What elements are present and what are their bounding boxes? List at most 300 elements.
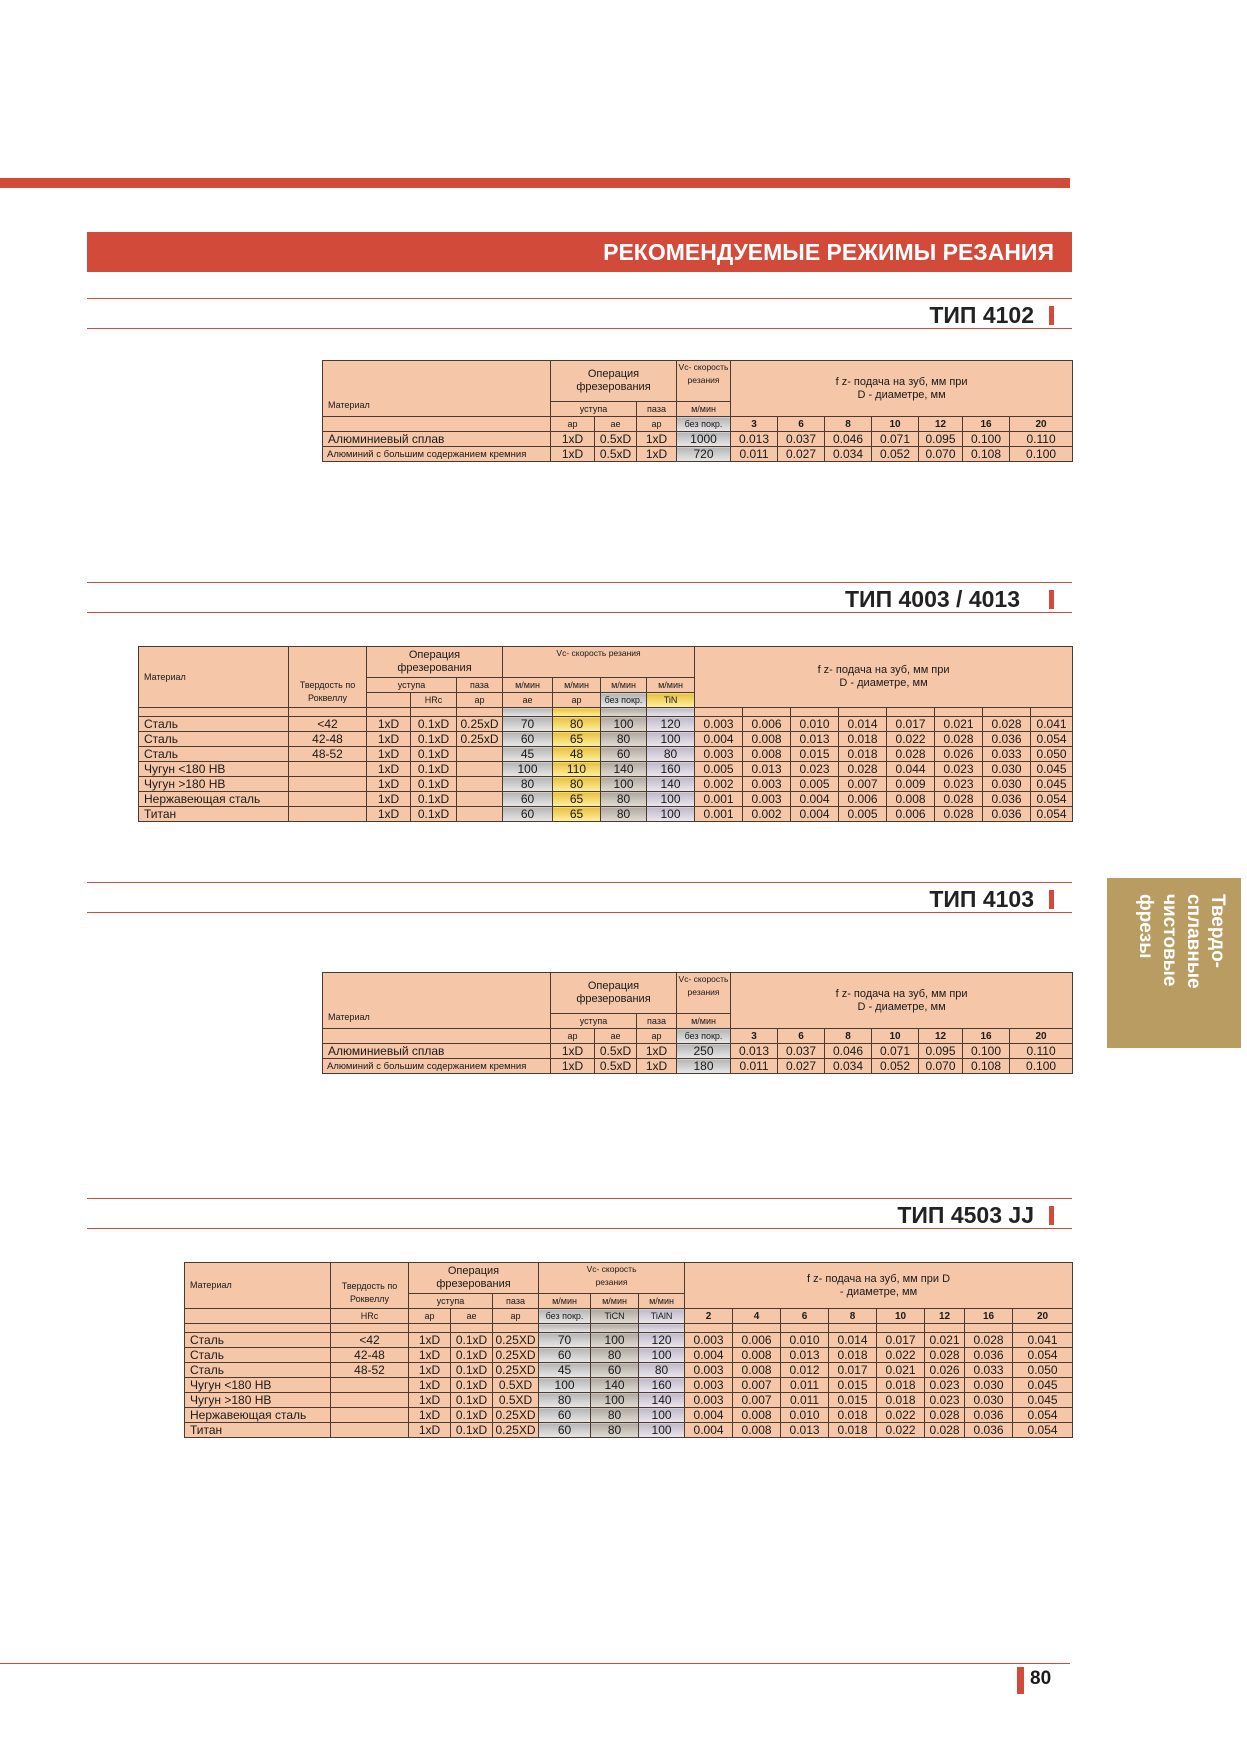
diameter-header: 6 — [781, 1309, 829, 1324]
vc-cell: 80 — [539, 1393, 591, 1408]
table-row — [323, 1044, 1073, 1059]
fz-cell: 0.013 — [743, 762, 791, 777]
fz-cell: 0.050 — [1031, 747, 1073, 762]
section-rule — [87, 912, 1072, 913]
material-cell: Титан — [185, 1423, 331, 1438]
feed-header: f z- подача на зуб, мм при D - диаметре, мм — [695, 647, 1073, 708]
ap-cell — [457, 807, 503, 822]
fz-cell: 0.006 — [733, 1333, 781, 1348]
ap-cell: 1xD — [367, 732, 411, 747]
feed-header: f z- подача на зуб, мм при D - диаметре, мм — [685, 1263, 1073, 1309]
vc-cell: 120 — [647, 717, 695, 732]
side-category-tab — [1107, 878, 1241, 1048]
footer-rule — [0, 1663, 1070, 1664]
fz-cell: 0.001 — [695, 807, 743, 822]
fz-cell: 0.037 — [778, 1044, 825, 1059]
slot-header: паза — [493, 1294, 539, 1309]
cutting-table-4503jj — [184, 1262, 1073, 1438]
page-number-mark — [1017, 1667, 1024, 1694]
coating-none-header: без покр. — [677, 417, 731, 432]
hrc-cell — [331, 1393, 409, 1408]
fz-cell: 0.054 — [1013, 1348, 1073, 1363]
fz-cell: 0.018 — [829, 1408, 877, 1423]
fz-cell: 0.034 — [825, 1059, 872, 1074]
fz-cell: 0.028 — [965, 1333, 1013, 1348]
fz-cell: 0.054 — [1031, 732, 1073, 747]
section-title-mark — [1049, 890, 1054, 909]
speed-header: Vc- скорость резания — [677, 361, 731, 402]
vc-cell: 60 — [503, 807, 553, 822]
ap-cell: 0.25XD — [493, 1363, 539, 1378]
material-cell: Алюминиевый сплав — [323, 1044, 551, 1059]
fz-cell: 0.045 — [1013, 1393, 1073, 1408]
fz-cell: 0.108 — [963, 1059, 1010, 1074]
fz-cell: 0.022 — [877, 1348, 925, 1363]
cutting-table-4102 — [322, 360, 1073, 462]
ae-cell: 0.1xD — [451, 1408, 493, 1423]
fz-cell: 0.004 — [791, 807, 839, 822]
fz-cell: 0.071 — [872, 1044, 919, 1059]
top-accent-bar — [0, 178, 1070, 188]
speed-unit: м/мин — [677, 402, 731, 417]
coating-none-header: без покр. — [677, 1029, 731, 1044]
fz-cell: 0.036 — [965, 1348, 1013, 1363]
fz-cell: 0.045 — [1031, 762, 1073, 777]
vc-cell: 45 — [503, 747, 553, 762]
ae-cell: 0.5xD — [595, 1044, 637, 1059]
ap-cell: 1xD — [367, 792, 411, 807]
fz-cell: 0.110 — [1010, 1044, 1073, 1059]
fz-cell: 0.050 — [1013, 1363, 1073, 1378]
hrc-cell — [289, 792, 367, 807]
fz-cell: 0.036 — [983, 807, 1031, 822]
fz-cell: 0.030 — [983, 762, 1031, 777]
fz-cell: 0.023 — [935, 777, 983, 792]
fz-cell: 0.004 — [685, 1348, 733, 1363]
fz-cell: 0.006 — [887, 807, 935, 822]
side-tab-line: сплавные — [1183, 894, 1204, 989]
ae-header: ае — [503, 693, 553, 708]
fz-cell: 0.046 — [825, 1044, 872, 1059]
material-header: Материал — [323, 361, 551, 417]
ap-cell: 1xD — [409, 1348, 451, 1363]
fz-cell: 0.012 — [781, 1363, 829, 1378]
hrc-cell: <42 — [289, 717, 367, 732]
fz-cell: 0.100 — [963, 1044, 1010, 1059]
ae-cell: 0.1xD — [451, 1423, 493, 1438]
fz-cell: 0.021 — [935, 717, 983, 732]
vc-cell: 80 — [503, 777, 553, 792]
diameter-header: 10 — [877, 1309, 925, 1324]
diameter-header: 20 — [1010, 417, 1073, 432]
diameter-header: 16 — [963, 1029, 1010, 1044]
ap-cell: 0.5XD — [493, 1378, 539, 1393]
ap-cell: 0.25xD — [457, 717, 503, 732]
fz-cell: 0.004 — [685, 1423, 733, 1438]
ae-cell: 0.1xD — [451, 1348, 493, 1363]
table-row — [185, 1348, 1073, 1363]
fz-cell: 0.033 — [965, 1363, 1013, 1378]
cutting-table-4003-4013 — [138, 646, 1073, 822]
speed-unit: м/мин — [591, 1294, 639, 1309]
ae-cell: 0.1xD — [411, 732, 457, 747]
ae-cell: 0.5xD — [595, 447, 637, 462]
fz-cell: 0.013 — [791, 732, 839, 747]
material-cell: Сталь — [185, 1333, 331, 1348]
vc-cell: 1000 — [677, 432, 731, 447]
table-row — [139, 717, 1073, 732]
section-title: ТИП 4102 — [929, 302, 1034, 328]
fz-cell: 0.037 — [778, 432, 825, 447]
vc-cell: 140 — [647, 777, 695, 792]
speed-header: Vc- скорость резания — [503, 647, 695, 678]
vc-cell: 65 — [553, 807, 601, 822]
vc-cell: 100 — [647, 807, 695, 822]
vc-cell: 60 — [539, 1408, 591, 1423]
vc-cell: 100 — [647, 792, 695, 807]
page-banner: РЕКОМЕНДУЕМЫЕ РЕЖИМЫ РЕЗАНИЯ — [87, 232, 1072, 272]
section-title: ТИП 4103 — [929, 886, 1034, 912]
hrc-cell: 42-48 — [331, 1348, 409, 1363]
fz-cell: 0.013 — [781, 1348, 829, 1363]
fz-cell: 0.046 — [825, 432, 872, 447]
ap-cell: 1xD — [409, 1333, 451, 1348]
fz-cell: 0.017 — [887, 717, 935, 732]
vc-cell: 80 — [553, 717, 601, 732]
ae-header: ае — [595, 417, 637, 432]
ap-cell — [457, 777, 503, 792]
material-cell: Сталь — [139, 747, 289, 762]
ap-cell: 1xD — [367, 762, 411, 777]
material-cell: Чугун >180 НВ — [139, 777, 289, 792]
fz-cell: 0.095 — [919, 432, 963, 447]
ap-cell: 0.5XD — [493, 1393, 539, 1408]
fz-cell: 0.026 — [925, 1363, 965, 1378]
vc-cell: 100 — [639, 1408, 685, 1423]
vc-cell: 120 — [639, 1333, 685, 1348]
section-title-mark — [1049, 306, 1054, 325]
ap-cell: 1xD — [551, 432, 595, 447]
fz-cell: 0.003 — [743, 777, 791, 792]
diameter-header: 4 — [733, 1309, 781, 1324]
slot-header: паза — [637, 402, 677, 417]
vc-cell: 80 — [591, 1423, 639, 1438]
hrc-cell — [331, 1408, 409, 1423]
ae-cell: 0.1xD — [411, 777, 457, 792]
vc-cell: 60 — [539, 1348, 591, 1363]
ae-header: ае — [595, 1029, 637, 1044]
material-cell: Чугун >180 НВ — [185, 1393, 331, 1408]
speed-unit: м/мин — [503, 678, 553, 693]
ae-cell: 0.1xD — [411, 762, 457, 777]
fz-cell: 0.022 — [887, 732, 935, 747]
hardness-header: Твердость по Роквеллу — [289, 647, 367, 708]
ap-header: ар — [493, 1309, 539, 1324]
hrc-cell: 48-52 — [331, 1363, 409, 1378]
vc-cell: 180 — [677, 1059, 731, 1074]
operation-header: Операция фрезерования — [409, 1263, 539, 1294]
vc-cell: 110 — [553, 762, 601, 777]
coating-none-header: без покр. — [539, 1309, 591, 1324]
fz-cell: 0.027 — [778, 1059, 825, 1074]
material-cell: Сталь — [185, 1363, 331, 1378]
diameter-header: 8 — [825, 1029, 872, 1044]
slot-header: паза — [637, 1014, 677, 1029]
ae-cell: 0.5xD — [595, 432, 637, 447]
ap-cell: 0.25XD — [493, 1423, 539, 1438]
hrc-cell — [289, 807, 367, 822]
fz-cell: 0.041 — [1031, 717, 1073, 732]
diameter-header: 16 — [965, 1309, 1013, 1324]
fz-cell: 0.022 — [877, 1408, 925, 1423]
section-title: ТИП 4503 JJ — [897, 1202, 1034, 1228]
ae-cell: 0.5xD — [595, 1059, 637, 1074]
vc-cell: 65 — [553, 732, 601, 747]
ap-header: ар — [409, 1309, 451, 1324]
fz-cell: 0.006 — [743, 717, 791, 732]
vc-cell: 100 — [503, 762, 553, 777]
fz-cell: 0.008 — [887, 792, 935, 807]
ap-cell: 1xD — [367, 777, 411, 792]
vc-cell: 65 — [553, 792, 601, 807]
vc-cell: 45 — [539, 1363, 591, 1378]
ap-cell: 1xD — [637, 447, 677, 462]
hrc-header: HRc — [331, 1309, 409, 1324]
fz-cell: 0.023 — [935, 762, 983, 777]
fz-cell: 0.008 — [733, 1348, 781, 1363]
material-header: Материал — [323, 973, 551, 1029]
diameter-header: 12 — [919, 417, 963, 432]
coating-ticn-header: TiCN — [591, 1309, 639, 1324]
fz-cell: 0.095 — [919, 1044, 963, 1059]
speed-unit: м/мин — [639, 1294, 685, 1309]
fz-cell: 0.110 — [1010, 432, 1073, 447]
speed-unit: м/мин — [539, 1294, 591, 1309]
fz-cell: 0.005 — [839, 807, 887, 822]
fz-cell: 0.015 — [791, 747, 839, 762]
material-cell: Нержавеющая сталь — [139, 792, 289, 807]
table-row — [323, 447, 1073, 462]
section-rule — [87, 328, 1072, 329]
fz-cell: 0.028 — [925, 1408, 965, 1423]
ap-cell: 1xD — [637, 432, 677, 447]
ap-cell: 1xD — [637, 1059, 677, 1074]
vc-cell: 100 — [639, 1348, 685, 1363]
diameter-header: 10 — [872, 1029, 919, 1044]
fz-cell: 0.033 — [983, 747, 1031, 762]
vc-cell: 100 — [591, 1393, 639, 1408]
fz-cell: 0.014 — [829, 1333, 877, 1348]
fz-cell: 0.001 — [695, 792, 743, 807]
fz-cell: 0.018 — [829, 1423, 877, 1438]
fz-cell: 0.028 — [935, 807, 983, 822]
table-row — [139, 732, 1073, 747]
vc-cell: 60 — [601, 747, 647, 762]
speed-header: Vc- скорость резания — [677, 973, 731, 1014]
vc-cell: 160 — [639, 1378, 685, 1393]
fz-cell: 0.004 — [791, 792, 839, 807]
speed-unit: м/мин — [553, 678, 601, 693]
ledge-header: уступа — [367, 678, 457, 693]
vc-cell: 60 — [591, 1363, 639, 1378]
section-rule — [87, 298, 1072, 299]
fz-cell: 0.028 — [839, 762, 887, 777]
cutting-table-4103 — [322, 972, 1073, 1074]
fz-cell: 0.021 — [925, 1333, 965, 1348]
fz-cell: 0.010 — [781, 1408, 829, 1423]
fz-cell: 0.036 — [965, 1423, 1013, 1438]
fz-cell: 0.003 — [685, 1333, 733, 1348]
ae-cell: 0.1xD — [411, 747, 457, 762]
feed-header: f z- подача на зуб, мм при D - диаметре, мм — [731, 361, 1073, 417]
vc-cell: 140 — [639, 1393, 685, 1408]
section-rule — [87, 582, 1072, 583]
ap-cell: 0.25XD — [493, 1408, 539, 1423]
vc-cell: 100 — [591, 1333, 639, 1348]
speed-unit: м/мин — [647, 678, 695, 693]
ae-cell: 0.1xD — [451, 1363, 493, 1378]
fz-cell: 0.015 — [829, 1393, 877, 1408]
material-cell: Алюминиевый сплав — [323, 432, 551, 447]
ae-cell: 0.1xD — [451, 1378, 493, 1393]
table-row — [185, 1408, 1073, 1423]
hrc-cell: 48-52 — [289, 747, 367, 762]
fz-cell: 0.026 — [935, 747, 983, 762]
section-title-mark — [1049, 1206, 1054, 1225]
table-row — [323, 432, 1073, 447]
coating-tin-header: TiN — [647, 693, 695, 708]
fz-cell: 0.021 — [877, 1363, 925, 1378]
fz-cell: 0.004 — [685, 1408, 733, 1423]
ap-cell: 0.25XD — [493, 1348, 539, 1363]
slot-header: паза — [457, 678, 503, 693]
fz-cell: 0.002 — [695, 777, 743, 792]
ae-cell: 0.1xD — [451, 1393, 493, 1408]
ae-cell: 0.1xD — [411, 717, 457, 732]
material-cell: Сталь — [139, 732, 289, 747]
fz-cell: 0.011 — [731, 1059, 778, 1074]
fz-cell: 0.018 — [877, 1378, 925, 1393]
ae-cell: 0.1xD — [411, 807, 457, 822]
vc-cell: 100 — [539, 1378, 591, 1393]
vc-cell: 250 — [677, 1044, 731, 1059]
fz-cell: 0.006 — [839, 792, 887, 807]
fz-cell: 0.045 — [1031, 777, 1073, 792]
ap-cell: 1xD — [637, 1044, 677, 1059]
fz-cell: 0.017 — [829, 1363, 877, 1378]
fz-cell: 0.004 — [695, 732, 743, 747]
fz-cell: 0.014 — [839, 717, 887, 732]
ledge-header: уступа — [551, 1014, 637, 1029]
fz-cell: 0.018 — [839, 732, 887, 747]
material-cell: Сталь — [139, 717, 289, 732]
vc-cell: 140 — [601, 762, 647, 777]
fz-cell: 0.041 — [1013, 1333, 1073, 1348]
hrc-cell — [289, 777, 367, 792]
section-title: ТИП 4003 / 4013 — [844, 586, 1020, 612]
ae-cell: 0.1xD — [451, 1333, 493, 1348]
speed-header: Vc- скорость резания — [539, 1263, 685, 1294]
ap-cell: 1xD — [551, 1059, 595, 1074]
ap-header: ар — [637, 1029, 677, 1044]
ap-cell: 1xD — [367, 747, 411, 762]
vc-cell: 48 — [553, 747, 601, 762]
diameter-header: 16 — [963, 417, 1010, 432]
fz-cell: 0.005 — [791, 777, 839, 792]
table-row — [185, 1333, 1073, 1348]
fz-cell: 0.009 — [887, 777, 935, 792]
fz-cell: 0.008 — [743, 747, 791, 762]
fz-cell: 0.036 — [965, 1408, 1013, 1423]
fz-cell: 0.054 — [1031, 807, 1073, 822]
feed-header: f z- подача на зуб, мм при D - диаметре, мм — [731, 973, 1073, 1029]
diameter-header: 20 — [1010, 1029, 1073, 1044]
fz-cell: 0.005 — [695, 762, 743, 777]
speed-unit: м/мин — [601, 678, 647, 693]
vc-cell: 100 — [601, 777, 647, 792]
diameter-header: 6 — [778, 417, 825, 432]
fz-cell: 0.007 — [733, 1378, 781, 1393]
material-cell: Титан — [139, 807, 289, 822]
vc-cell: 160 — [647, 762, 695, 777]
fz-cell: 0.052 — [872, 447, 919, 462]
fz-cell: 0.030 — [965, 1378, 1013, 1393]
side-tab-line: чистовые — [1159, 894, 1180, 987]
fz-cell: 0.022 — [877, 1423, 925, 1438]
fz-cell: 0.003 — [743, 792, 791, 807]
fz-cell: 0.008 — [733, 1423, 781, 1438]
ap-header: ар — [551, 1029, 595, 1044]
table-row — [139, 792, 1073, 807]
fz-cell: 0.018 — [839, 747, 887, 762]
hrc-cell — [331, 1378, 409, 1393]
fz-cell: 0.070 — [919, 447, 963, 462]
fz-cell: 0.100 — [963, 432, 1010, 447]
diameter-header: 10 — [872, 417, 919, 432]
fz-cell: 0.003 — [695, 747, 743, 762]
table-row — [139, 807, 1073, 822]
ap-cell — [457, 762, 503, 777]
page-number: 80 — [1030, 1668, 1052, 1689]
material-cell: Алюминий с большим содержанием кремния — [323, 1059, 551, 1074]
fz-cell: 0.054 — [1013, 1408, 1073, 1423]
fz-cell: 0.036 — [983, 732, 1031, 747]
fz-cell: 0.054 — [1013, 1423, 1073, 1438]
ap-cell: 1xD — [551, 447, 595, 462]
fz-cell: 0.054 — [1031, 792, 1073, 807]
fz-cell: 0.023 — [925, 1393, 965, 1408]
fz-cell: 0.045 — [1013, 1378, 1073, 1393]
material-cell: Чугун <180 НВ — [139, 762, 289, 777]
side-tab-line: фрезы — [1135, 894, 1156, 959]
fz-cell: 0.023 — [791, 762, 839, 777]
fz-cell: 0.013 — [731, 432, 778, 447]
operation-header: Операция фрезерования — [367, 647, 503, 678]
vc-cell: 60 — [539, 1423, 591, 1438]
fz-cell: 0.036 — [983, 792, 1031, 807]
fz-cell: 0.028 — [925, 1423, 965, 1438]
ap-header: ар — [637, 417, 677, 432]
hrc-cell: 42-48 — [289, 732, 367, 747]
vc-cell: 140 — [591, 1378, 639, 1393]
coating-tialn-header: TiAlN — [639, 1309, 685, 1324]
diameter-header: 6 — [778, 1029, 825, 1044]
ap-cell: 1xD — [367, 717, 411, 732]
diameter-header: 12 — [919, 1029, 963, 1044]
material-cell: Сталь — [185, 1348, 331, 1363]
fz-cell: 0.108 — [963, 447, 1010, 462]
vc-cell: 80 — [601, 807, 647, 822]
